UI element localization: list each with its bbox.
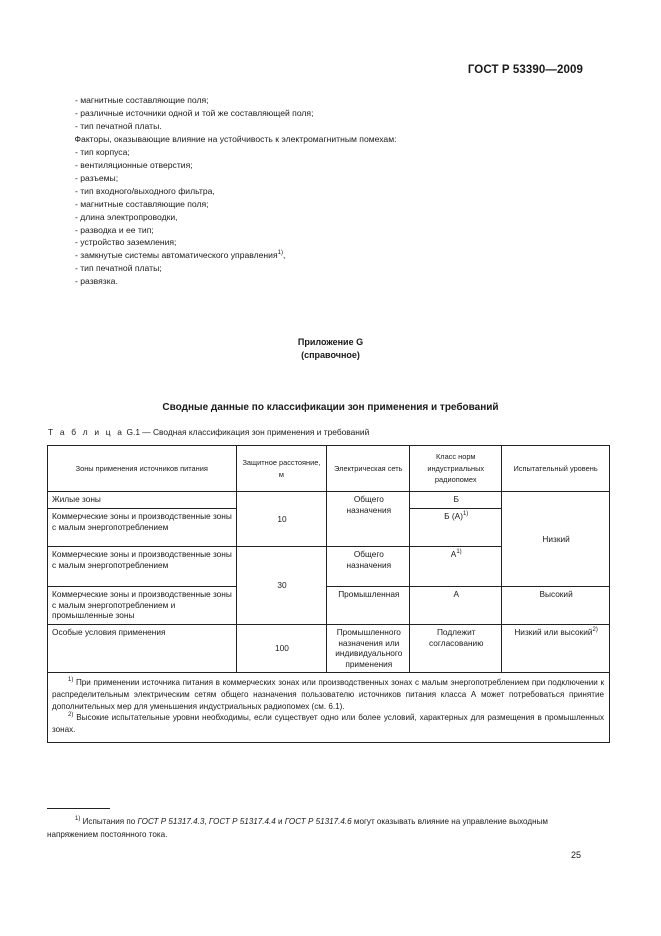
footnote-divider [47, 808, 110, 809]
zone-cell: Коммерческие зоны и производственные зоны с малым энергопотреблением [48, 547, 237, 587]
list-item: - развязка. [75, 276, 118, 287]
table-note [52, 677, 604, 712]
network-cell: Общего назначения [327, 547, 410, 587]
header-level: Испытательный уровень [502, 446, 610, 492]
class-value: А [450, 549, 457, 559]
list-item: - устройство заземления; [75, 237, 177, 248]
table-note [52, 712, 604, 736]
page-number: 25 [570, 850, 581, 860]
table-notes [48, 673, 610, 743]
footnote-ref: 1) [456, 549, 462, 555]
list-item: - магнитные составляющие поля; [75, 198, 209, 209]
zone-cell: Особые условия применения [48, 625, 237, 673]
footnote-part: могут оказывать влияние на управление выходным напряжением постоянного тока. [47, 817, 548, 839]
classification-table [47, 445, 610, 743]
header-distance: Защитное расстояние, м [236, 446, 327, 492]
standard-ref: ГОСТ Р 51317.4.4 [208, 817, 276, 826]
standard-ref: ГОСТ Р 51317.4.6 [284, 817, 352, 826]
footnote-part: и [275, 817, 285, 826]
footnote-ref: 1) [277, 250, 283, 257]
level-cell: Высокий [502, 587, 610, 625]
list-item: - различные источники одной и той же составляющей поля; [75, 107, 314, 118]
level-cell [502, 625, 610, 673]
class-cell: Подлежит согласованию [410, 625, 502, 673]
footnote-mark: 1) [75, 816, 81, 822]
table-header-row [48, 446, 610, 492]
note-text: При применении источника питания в коммерческих зонах или производственных зонах с малым энергопотреблением при подключении к распределительным электрическим сетям общего назначения пользователю источников питания класса А может потребоваться принятие дополнительных мер для уменьшения индустриальных радиопомех (см. 6.1). [52, 678, 604, 711]
zone-cell: Коммерческие зоны и производственные зоны с малым энергопотреблением [48, 509, 237, 547]
page-footnote [47, 815, 579, 841]
table-caption [48, 427, 369, 437]
footnote-part: , [204, 817, 209, 826]
table-notes-row [48, 673, 610, 743]
class-cell [410, 509, 502, 547]
list-item: - магнитные составляющие поля; [75, 95, 209, 105]
appendix-subtitle: (справочное) [301, 350, 360, 360]
factors-intro: Факторы, оказывающие влияние на устойчивость к электромагнитным помехам: [74, 133, 397, 144]
list-item: - разводка и ее тип; [75, 224, 154, 235]
list-item: - тип корпуса; [75, 146, 130, 157]
class-cell: Б [410, 492, 502, 509]
note-mark: 1) [68, 677, 74, 683]
table-caption-number: G.1 [124, 427, 140, 437]
zone-cell: Коммерческие зоны и производственные зоны с малым энергопотреблением и промышленные зоны [48, 587, 237, 625]
note-text: Высокие испытательные уровни необходимы, если существует одно или более условий, характерных для размещения в промышленных зонах. [52, 713, 604, 735]
zone-cell: Жилые зоны [48, 492, 237, 509]
header-zone: Зоны применения источников питания [48, 446, 237, 492]
level-value: Низкий или высокий [514, 627, 593, 637]
list-item: - тип входного/выходного фильтра, [75, 185, 215, 196]
appendix-title: Приложение G [297, 337, 364, 347]
level-cell: Низкий [502, 492, 610, 587]
header-class: Класс норм индустриальных радиопомех [410, 446, 502, 492]
list-item: - вентиляционные отверстия; [75, 159, 193, 170]
footnote-part: Испытания по [80, 817, 138, 826]
header-network: Электрическая сеть [327, 446, 410, 492]
table-row [48, 625, 610, 673]
class-cell [410, 547, 502, 587]
class-value: Б (А) [444, 511, 463, 521]
list-item-tail: , [282, 250, 286, 261]
table-caption-text: — Сводная классификация зон применения и требований [139, 427, 370, 437]
standard-ref: ГОСТ Р 51317.4.3 [137, 817, 205, 826]
list-item-text: - замкнутые системы автоматического управления [75, 250, 278, 261]
network-cell: Промышленная [327, 587, 410, 625]
footnote-ref: 2) [592, 627, 598, 633]
document-code: ГОСТ Р 53390—2009 [467, 64, 583, 76]
distance-cell: 30 [236, 547, 327, 625]
section-title: Сводные данные по классификации зон применения и требований [162, 402, 499, 413]
list-item: - тип печатной платы. [75, 120, 162, 131]
table-row [48, 587, 610, 625]
class-cell: А [410, 587, 502, 625]
footnote-ref: 1) [462, 511, 469, 517]
distance-cell: 100 [236, 625, 327, 673]
list-item [75, 249, 397, 262]
network-cell: Общего назначения [327, 492, 410, 547]
list-item: - разъемы; [75, 172, 119, 183]
note-mark: 2) [68, 712, 74, 719]
table-row [48, 492, 610, 509]
footnote-text [47, 815, 579, 841]
network-cell: Промышленного назначения или индивидуального применения [327, 625, 410, 673]
distance-cell: 10 [236, 492, 327, 547]
list-item: - длина электропроводки, [75, 211, 178, 222]
list-item: - тип печатной платы; [75, 263, 162, 274]
table-caption-prefix: Т а б л и ц а [48, 427, 125, 437]
factors-list [75, 94, 397, 288]
